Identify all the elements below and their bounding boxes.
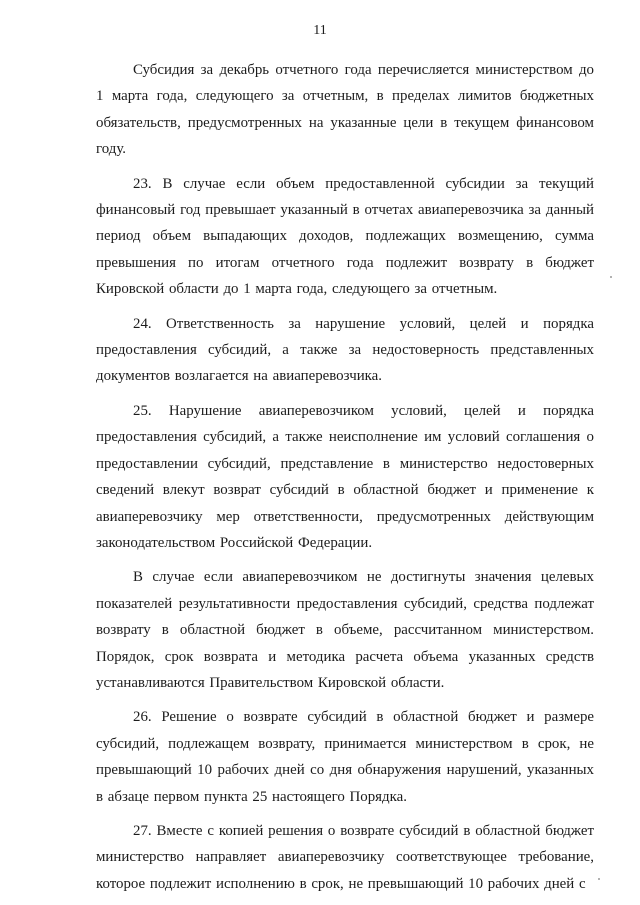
paragraph-25: 25. Нарушение авиаперевозчиком условий, целей и порядка предоставления субсидий, а также неисполнение им условий соглашения о предоставлении субсидий, представление в министерство недостоверных сведений влекут возврат субсидий в областной бюджет и применение к авиаперевозчику мер ответственности, предусмотренных действующим законодательством Российской Федерации. xyxy=(96,402,594,551)
scan-speck-bottom xyxy=(598,878,600,880)
paragraph-23: 23. В случае если объем предоставленной субсидии за текущий финансовый год превышает указанный в отчетах авиаперевозчика за данный период объем выпадающих доходов, подлежащих возмещению, сумма превышения по итогам отчетного года подлежит возврату в бюджет Кировской области до 1 марта года, следующего за отчетным. xyxy=(96,175,594,298)
paragraph-subsidy-december: Субсидия за декабрь отчетного года перечисляется министерством до 1 марта года, следующего за отчетным, в пределах лимитов бюджетных обязательств, предусмотренных на указанные цели в текущем финансовом году. xyxy=(96,62,594,158)
document-body xyxy=(96,57,594,905)
paragraph-25-continuation: В случае если авиаперевозчиком не достигнуты значения целевых показателей результативности предоставления субсидий, средства подлежат возврату в областной бюджет в объеме, рассчитанном министерством. Порядок, срок возврата и методика расчета объема указанных средств устанавливаются Правительством Кировской области. xyxy=(96,569,594,691)
page-number: 11 xyxy=(313,23,327,38)
paragraph-24: 24. Ответственность за нарушение условий, целей и порядка предоставления субсидий, а также за недостоверность представленных документов возлагается на авиаперевозчика. xyxy=(96,315,594,385)
scan-speck-right xyxy=(610,276,612,278)
paragraph-26: 26. Решение о возврате субсидий в областной бюджет и размере субсидий, подлежащем возврату, принимается министерством в срок, не превышающий 10 рабочих дней со дня обнаружения нарушений, указанных в абзаце первом пункта 25 настоящего Порядка. xyxy=(96,709,594,805)
paragraph-27: 27. Вместе с копией решения о возврате субсидий в областной бюджет министерство направляет авиаперевозчику соответствующее требование, которое подлежит исполнению в срок, не превышающий 10 рабочих дней с xyxy=(96,822,594,892)
